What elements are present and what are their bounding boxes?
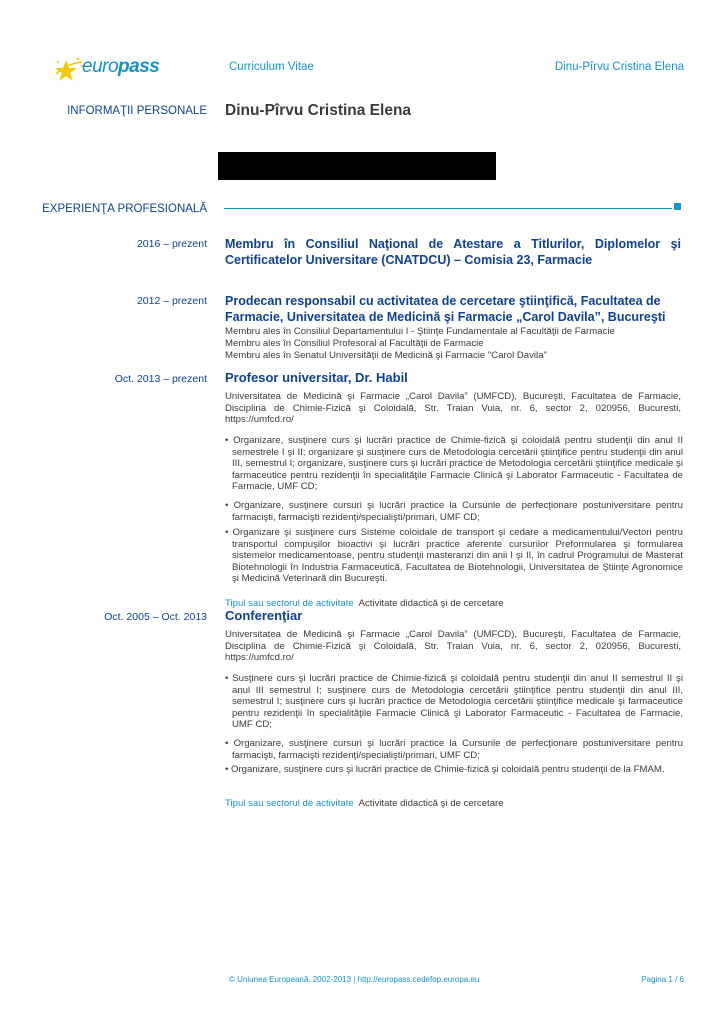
entry-line: Membru ales în Consiliul Departamentului I - Ştiinţe Fundamentale al Facultăţii de Farmacie: [225, 326, 615, 337]
header-person-name: Dinu-Pîrvu Cristina Elena: [554, 61, 684, 73]
bullet-item: • Organizare, susţinere curs şi lucrări practice de Chimie-fizică şi coloidală pentru studenţii de la FMAM.: [225, 764, 665, 775]
entry-date: 2016 – prezent: [136, 238, 207, 250]
entry-date: 2012 – prezent: [136, 295, 207, 307]
redacted-contact-block: [218, 152, 496, 180]
bullet-item: • Susţinere curs şi lucrări practice de Chimie-fizică şi coloidală pentru studenţii din anul II semestrul II şi anul III semestrul I; susţinere curs de Metodologia cercetării ştiinţifice pentru studenţii din anul III, semestrul I; susţinere curs şi lucrări practice de Metodologia cercetării ştiinţifice medicale şi farmaceutice pentru rezidenţii în specialităţile Farmacie Clinică şi Laborator Farmaceutic - Facultatea de Farmacie, UMF CD;: [225, 673, 683, 731]
personal-info-label: INFORMAŢII PERSONALE: [67, 105, 207, 117]
activity-sector-label: Tipul sau sectorul de activitate: [225, 798, 354, 809]
entry-title: Conferenţiar: [225, 608, 303, 623]
section-divider-marker: [674, 203, 681, 210]
employer-details: Universitatea de Medicină şi Farmacie „Carol Davila” (UMFCD), Bucureşti, Facultatea de Farmacie, Disciplina de Chimie-Fizică şi Coloidală, Str. Traian Vuia, nr. 6, sector 2, 020956, Bucuresti, https://umfcd.ro/: [225, 629, 681, 664]
bullet-item: • Organizare şi susţinere curs Sisteme coloidale de transport şi cedare a medicamentului/Vectori pentru transportul compuşilor bioactivi şi lucrări practice aferente cursurilor Preformularea şi formularea sistemelor medicamentoase, pentru studenţii masteranzi din anii I şi II, în cadrul Programului de Masterat Biotehnologii în Industria Farmaceutică, Facultatea de Biotehnologii, Universitatea de Ştiinţe Agronomice şi Medicină Veterinară din Bucureşti.: [225, 527, 683, 585]
bullet-item: • Organizare, susţinere cursuri şi lucrări practice la Cursurile de perfecţionare postuniversitare pentru farmacişti, farmacişti rezidenţi/specialişti/primari, UMF CD;: [225, 738, 683, 761]
entry-title: Profesor universitar, Dr. Habil: [225, 370, 408, 385]
entry-date: Oct. 2013 – prezent: [114, 373, 207, 385]
section-divider: [224, 208, 672, 209]
activity-sector-value: Activitate didactică şi de cercetare: [358, 798, 504, 809]
activity-sector-value: Activitate didactică şi de cercetare: [358, 598, 504, 609]
europass-logo: [52, 54, 160, 84]
logo-text-suffix: pass: [118, 56, 160, 77]
entry-line: Membru ales în Consiliul Profesoral al Facultăţii de Farmacie: [225, 338, 484, 349]
experience-section-label: EXPERIENŢA PROFESIONALĂ: [42, 203, 207, 215]
logo-text-prefix: euro: [82, 56, 119, 77]
activity-sector-label: Tipul sau sectorul de activitate: [225, 598, 354, 609]
entry-title: Prodecan responsabil cu activitatea de cercetare ştiinţifică, Facultatea de Farmacie, Universitatea de Medicină şi Farmacie „Carol Davila”, Bucureşti: [225, 294, 666, 324]
person-name: Dinu-Pîrvu Cristina Elena: [225, 102, 412, 119]
entry-line: Membru ales în Senatul Universităţii de Medicină şi Farmacie "Carol Davila": [225, 350, 547, 361]
footer-page-number: Pagina 1 / 6: [641, 975, 684, 984]
doc-title: Curriculum Vitae: [229, 61, 314, 73]
entry-title: Membru în Consiliul Naţional de Atestare a Titlurilor, Diplomelor şi Certificatelor Universitare (CNATDCU) – Comisia 23, Farmacie: [225, 237, 681, 267]
entry-date: Oct. 2005 – Oct. 2013: [104, 611, 207, 623]
employer-details: Universitatea de Medicină şi Farmacie „Carol Davila” (UMFCD), Bucureşti, Facultatea de Farmacie, Disciplina de Chimie-Fizică şi Coloidală, Str. Traian Vuia, nr. 6, sector 2, 020956, Bucuresti, https://umfcd.ro/: [225, 391, 681, 426]
europass-star-icon: [52, 54, 86, 84]
footer-copyright: © Uniunea Europeană, 2002-2013 | http://europass.cedefop.europa.eu: [229, 975, 480, 984]
bullet-item: • Organizare, susţinere cursuri şi lucrări practice la Cursurile de perfecţionare postuniversitare pentru farmacişti, farmacişti rezidenţi/specialişti/primari, UMF CD;: [225, 500, 683, 523]
activity-sector: [225, 798, 504, 809]
bullet-item: • Organizare, susţinere curs şi lucrări practice de Chimie-fizică şi coloidală pentru studenţii din anul II semestrele I şi II; organizare şi susţinere curs de Metodologia cercetării ştiinţifice pentru studenţii din anul III, semestrul I; organizare, susţinere curs şi lucrări practice de Metodologia cercetării ştiinţifice medicale şi farmaceutice pentru rezidenţii în specialităţile Farmacie Clinică şi Laborator Farmaceutic - Facultatea de Farmacie, UMF CD;: [225, 435, 683, 493]
